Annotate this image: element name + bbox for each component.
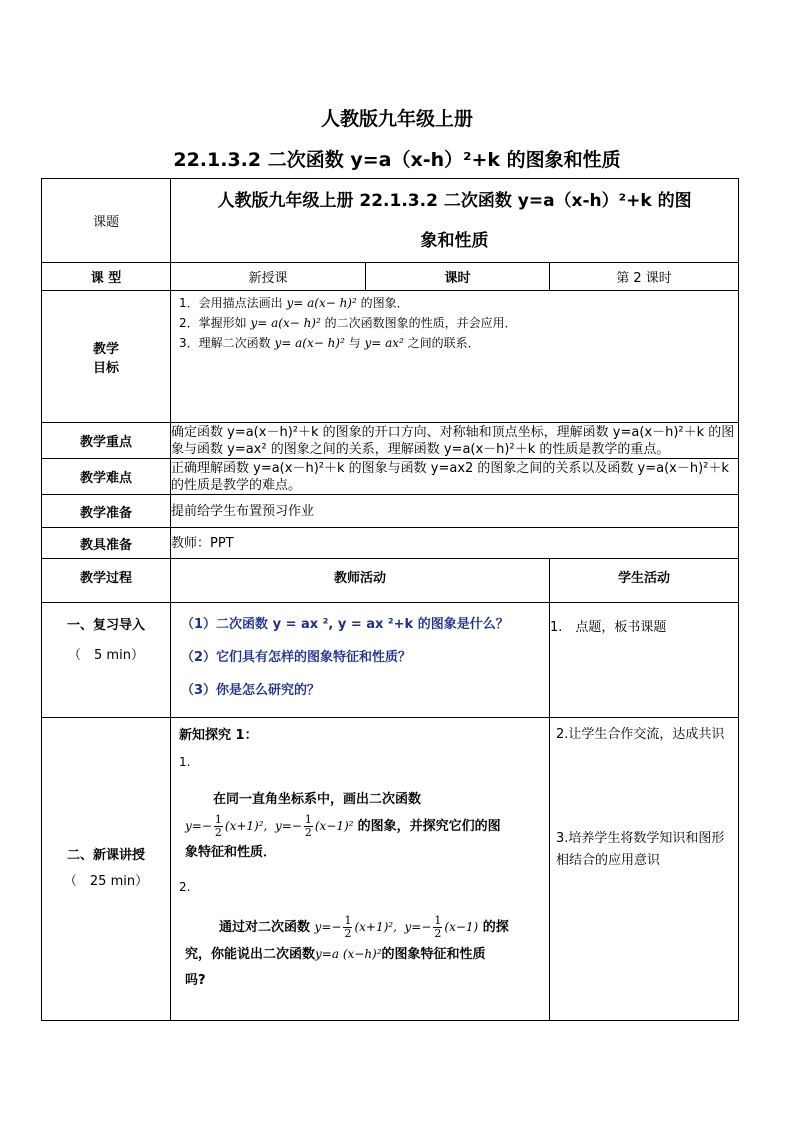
review-stage-line1: 一、复习导入 (66, 618, 145, 633)
goals-row (42, 291, 739, 423)
item-1-line2: 的图象，并探究它们的图 (357, 819, 501, 834)
preparation-row (42, 495, 739, 528)
process-header-label: 教学过程 (42, 559, 171, 603)
tools-label: 教具准备 (42, 528, 171, 559)
type-label: 课 型 (42, 263, 171, 291)
review-student: 1. 点题，板书课题 (550, 603, 739, 718)
item-2-number: 2. (179, 880, 191, 894)
fraction-half: $\frac{1}{2}$ (214, 813, 222, 839)
goals-label-line2: 目标 (92, 360, 119, 376)
difficulties-label: 教学难点 (42, 459, 171, 495)
page-title: 人教版九年级上册 (320, 108, 473, 130)
tools-row (42, 528, 739, 559)
topic-value-line1: 人教版九年级上册 22.1.3.2 二次函数 y=a（x-h）²+k 的图 (217, 190, 692, 211)
new-lesson-student (550, 718, 739, 1021)
item-1-line3: 象特征和性质． (185, 845, 277, 860)
review-question-2: （2）它们具有怎样的图象特征和性质？ (181, 650, 412, 665)
goal-2-prefix: 2．掌握形如 (179, 316, 251, 330)
goal-1-formula: y= a(x− h)² (286, 296, 357, 310)
item-2-formulas: y=− $\frac{1}{2}$ (x+1)², y=− $\frac{1}{2}$ (x−1) (314, 914, 479, 940)
topic-value (171, 179, 739, 263)
difficulties-value: 正确理解函数 y=a(x－h)²＋k 的图象与函数 y=ax2 的图象之间的关系以及函数 y=a(x－h)²＋k 的性质是教学的难点。 (171, 459, 739, 495)
goal-3-suffix: 之间的联系． (403, 336, 480, 350)
topic-label: 课题 (42, 179, 171, 263)
goal-3-prefix: 3．理解二次函数 (179, 336, 275, 350)
item-2-text4: 的图象特征和性质 (381, 947, 486, 962)
goal-item-3 (179, 333, 730, 353)
goal-1-suffix: 的图象． (356, 296, 409, 310)
difficulties-row (42, 459, 739, 495)
item-2-text3: 究，你能说出二次函数 (185, 947, 316, 962)
teacher-activity-header: 教师活动 (171, 559, 550, 603)
review-question-3: （3）你是怎么研究的？ (181, 683, 321, 698)
item-2-line2 (179, 941, 541, 968)
fraction-half: $\frac{1}{2}$ (434, 914, 442, 940)
tools-value: 教师：PPT (171, 528, 739, 559)
item-2-text2: 的探 (482, 920, 509, 935)
new-lesson-teacher (171, 718, 550, 1021)
key-points-row (42, 423, 739, 459)
goal-3-formula: y= a(x− h)² (274, 336, 345, 350)
explore-title: 新知探究 1： (179, 728, 258, 743)
item-2-text1: 通过对二次函数 (219, 920, 311, 935)
goal-item-2 (179, 313, 730, 333)
goals-value (171, 291, 739, 423)
topic-row (42, 179, 739, 263)
new-lesson-stage (42, 718, 171, 1021)
item-1-line1: 在同一直角坐标系中，画出二次函数 (213, 792, 422, 807)
item-2-line1 (179, 914, 541, 941)
fraction-half: $\frac{1}{2}$ (344, 914, 352, 940)
goal-item-1 (179, 293, 730, 313)
goal-2-suffix: 的二次函数图象的性质，并会应用． (320, 316, 517, 330)
item-1-formulas: y=− $\frac{1}{2}$ (x+1)², y=− $\frac{1}{2}$ (x−1)² 的图象，并探究它们的图 (185, 813, 501, 839)
type-value: 新授课 (171, 263, 366, 291)
process-header-row (42, 559, 739, 603)
type-row (42, 263, 739, 291)
review-stage-line2: （ 5 min） (68, 648, 144, 663)
item-1-number: 1. (179, 755, 191, 769)
new-lesson-row (42, 718, 739, 1021)
new-lesson-student-1: 2.让学生合作交流，达成共识 (556, 727, 725, 742)
review-stage (42, 603, 171, 718)
goal-1-prefix: 1．会用描点法画出 (179, 296, 287, 310)
topic-value-line2: 象和性质 (420, 230, 489, 251)
hours-label: 课时 (366, 263, 550, 291)
goal-3-mid: 与 (344, 336, 365, 350)
hours-value: 第 2 课时 (550, 263, 739, 291)
goal-3-formula2: y= ax² (364, 336, 404, 350)
key-points-value: 确定函数 y=a(x－h)²＋k 的图象的开口方向、对称轴和顶点坐标，理解函数 y=a(x－h)²＋k 的图象与函数 y=ax² 的图象之间的关系，理解函数 y=a(x－h)²＋k 的性质是教学的重点。 (171, 423, 739, 459)
goals-label (42, 291, 171, 423)
new-lesson-student-2: 3.培养学生将数学知识和图形相结合的应用意识 (556, 831, 725, 868)
review-question-1: （1）二次函数 y = ax ², y = ax ²+k 的图象是什么？ (181, 617, 509, 632)
item-2-formula: y=a (x−h)² (315, 947, 382, 961)
new-lesson-stage-line1: 二、新课讲授 (66, 848, 145, 863)
review-teacher (171, 603, 550, 718)
fraction-half: $\frac{1}{2}$ (304, 813, 312, 839)
lesson-plan-table (41, 178, 739, 1021)
page-subtitle: 22.1.3.2 二次函数 y=a（x-h）²+k 的图象和性质 (173, 149, 621, 171)
student-activity-header: 学生活动 (550, 559, 739, 603)
item-2-line3: 吗? (185, 973, 206, 988)
goals-label-line1: 教学 (92, 341, 119, 357)
goal-2-formula: y= a(x− h)² (250, 316, 321, 330)
new-lesson-stage-line2: （ 25 min） (63, 874, 149, 889)
preparation-value: 提前给学生布置预习作业 (171, 495, 739, 528)
key-points-label: 教学重点 (42, 423, 171, 459)
preparation-label: 教学准备 (42, 495, 171, 528)
review-row (42, 603, 739, 718)
